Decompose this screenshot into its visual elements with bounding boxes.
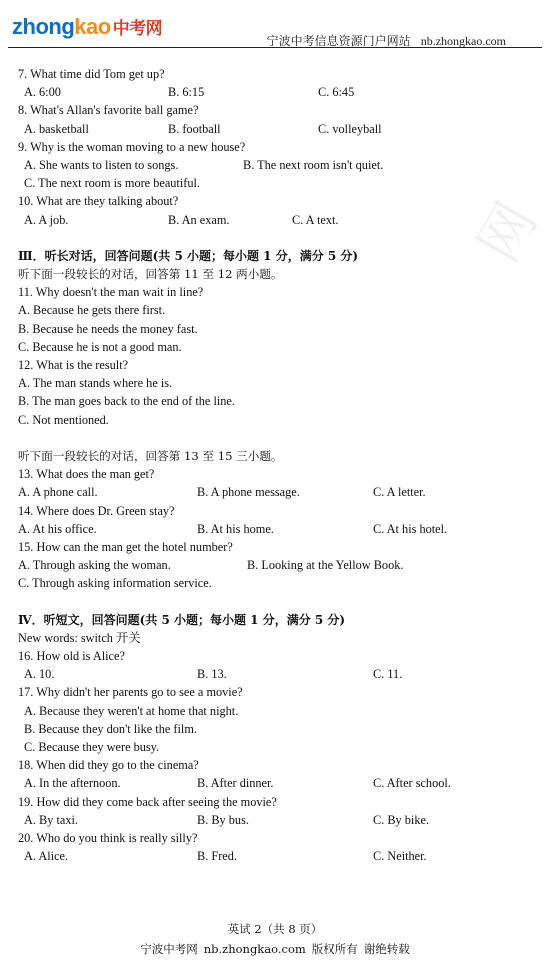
- spacer: [18, 592, 536, 610]
- option-a: A. basketball: [24, 121, 89, 136]
- header-divider: [8, 47, 542, 48]
- section-3-instruction-1: 听下面一段较长的对话，回答第 11 至 12 两小题。: [18, 267, 283, 282]
- option-c: C. Neither.: [373, 849, 427, 864]
- question-stem: 17. Why didn't her parents go to see a movie?: [18, 685, 243, 700]
- question-stem: 11. Why doesn't the man wait in line?: [18, 285, 204, 300]
- option-c: C. After school.: [373, 776, 451, 791]
- option-a: A. 10.: [24, 667, 55, 682]
- copyright-site: 宁波中考网: [140, 942, 198, 956]
- option-c: C. volleyball: [318, 121, 382, 136]
- option-a: A. Alice.: [24, 849, 69, 864]
- option-a: A. Because he gets there first.: [18, 303, 166, 318]
- option-a: A. Through asking the woman.: [18, 558, 171, 573]
- option-c: C. 11.: [373, 667, 403, 682]
- option-c: C. At his hotel.: [373, 521, 448, 536]
- option-b: B. Because he needs the money fast.: [18, 321, 198, 336]
- section-3-title: Ⅲ．听长对话，回答问题(共 5 小题；每小题 1 分，满分 5 分): [18, 248, 359, 263]
- option-b: B. The next room isn't quiet.: [243, 157, 384, 172]
- answer-options: [18, 520, 536, 538]
- option-b: B. After dinner.: [197, 776, 274, 791]
- question-stem: 9. Why is the woman moving to a new house?: [18, 139, 246, 154]
- answer-options: [18, 120, 536, 138]
- watermark: 网: [465, 191, 550, 273]
- spacer: [18, 429, 536, 447]
- option-c: C. By bike.: [373, 812, 430, 827]
- option-c: C. A text.: [292, 212, 339, 227]
- page-number: 英试 2（共 8 页）: [227, 922, 323, 936]
- option-a: A. Because they weren't at home that night.: [24, 703, 239, 718]
- section-3-instruction-2: 听下面一段较长的对话，回答第 13 至 15 三小题。: [18, 448, 283, 463]
- option-c: C. Because they were busy.: [24, 739, 160, 754]
- question-stem: 20. Who do you think is really silly?: [18, 830, 198, 845]
- option-a: A. A phone call.: [18, 485, 98, 500]
- answer-options: [18, 156, 536, 174]
- option-b: B. Looking at the Yellow Book.: [247, 558, 404, 573]
- option-b: B. By bus.: [197, 812, 249, 827]
- option-b: B. The man goes back to the end of the line.: [18, 394, 235, 409]
- option-c: C. Because he is not a good man.: [18, 339, 182, 354]
- option-b: B. football: [168, 121, 221, 136]
- question-stem: 10. What are they talking about?: [18, 194, 179, 209]
- option-a: A. A job.: [24, 212, 69, 227]
- question-stem: 18. When did they go to the cinema?: [18, 758, 199, 773]
- question-stem: 19. How did they come back after seeing the movie?: [18, 794, 277, 809]
- copyright-rights: 版权所有: [311, 942, 358, 956]
- exam-content: [18, 65, 536, 865]
- option-c: C. The next room is more beautiful.: [24, 176, 200, 191]
- question-stem: 12. What is the result?: [18, 358, 129, 372]
- question-stem: 13. What does the man get?: [18, 467, 155, 482]
- copyright-notice: 谢绝转载: [363, 942, 410, 956]
- answer-options: [18, 556, 536, 574]
- answer-options: [18, 211, 536, 229]
- logo-kao: kao: [74, 14, 111, 39]
- option-b: B. Fred.: [197, 849, 237, 864]
- answer-options: [18, 665, 536, 683]
- copyright-line: [0, 941, 550, 957]
- answer-options: [18, 483, 536, 501]
- option-b: B. 6:15: [168, 85, 205, 100]
- answer-options: [18, 774, 536, 792]
- option-b: B. 13.: [197, 667, 227, 682]
- option-c: C. A letter.: [373, 485, 426, 500]
- option-c: C. Not mentioned.: [18, 412, 109, 427]
- site-url[interactable]: nb.zhongkao.com: [420, 34, 506, 48]
- option-c: C. 6:45: [318, 85, 355, 100]
- spacer: [18, 229, 536, 247]
- page-header: [8, 10, 542, 50]
- answer-options: [18, 83, 536, 101]
- option-c: C. Through asking information service.: [18, 576, 212, 591]
- option-a: A. She wants to listen to songs.: [24, 157, 179, 172]
- logo-chinese: 中考网: [112, 19, 163, 38]
- question-stem: 16. How old is Alice?: [18, 649, 125, 663]
- logo-zhong: zhong: [12, 14, 75, 39]
- section-4-title: Ⅳ．听短文，回答问题(共 5 小题；每小题 1 分，满分 5 分): [18, 612, 346, 627]
- option-a: A. In the afternoon.: [24, 776, 121, 791]
- option-b: B. Because they don't like the film.: [24, 721, 197, 736]
- option-a: A. By taxi.: [24, 812, 78, 827]
- copyright-url[interactable]: nb.zhongkao.com: [203, 942, 306, 956]
- site-name: 宁波中考信息资源门户网站: [266, 34, 411, 48]
- answer-options: [18, 811, 536, 829]
- zhongkao-logo[interactable]: [12, 14, 162, 42]
- question-stem: 15. How can the man get the hotel number?: [18, 539, 233, 554]
- option-a: A. At his office.: [18, 521, 97, 536]
- option-b: B. A phone message.: [197, 485, 300, 500]
- option-b: B. At his home.: [197, 521, 274, 536]
- option-a: A. The man stands where he is.: [18, 376, 173, 391]
- question-stem: 8. What's Allan's favorite ball game?: [18, 103, 199, 118]
- answer-options: [18, 847, 536, 865]
- question-stem: 14. Where does Dr. Green stay?: [18, 503, 175, 518]
- question-stem: 7. What time did Tom get up?: [18, 67, 165, 81]
- new-words: New words: switch 开关: [18, 630, 141, 645]
- option-a: A. 6:00: [24, 85, 61, 100]
- option-b: B. An exam.: [168, 212, 230, 227]
